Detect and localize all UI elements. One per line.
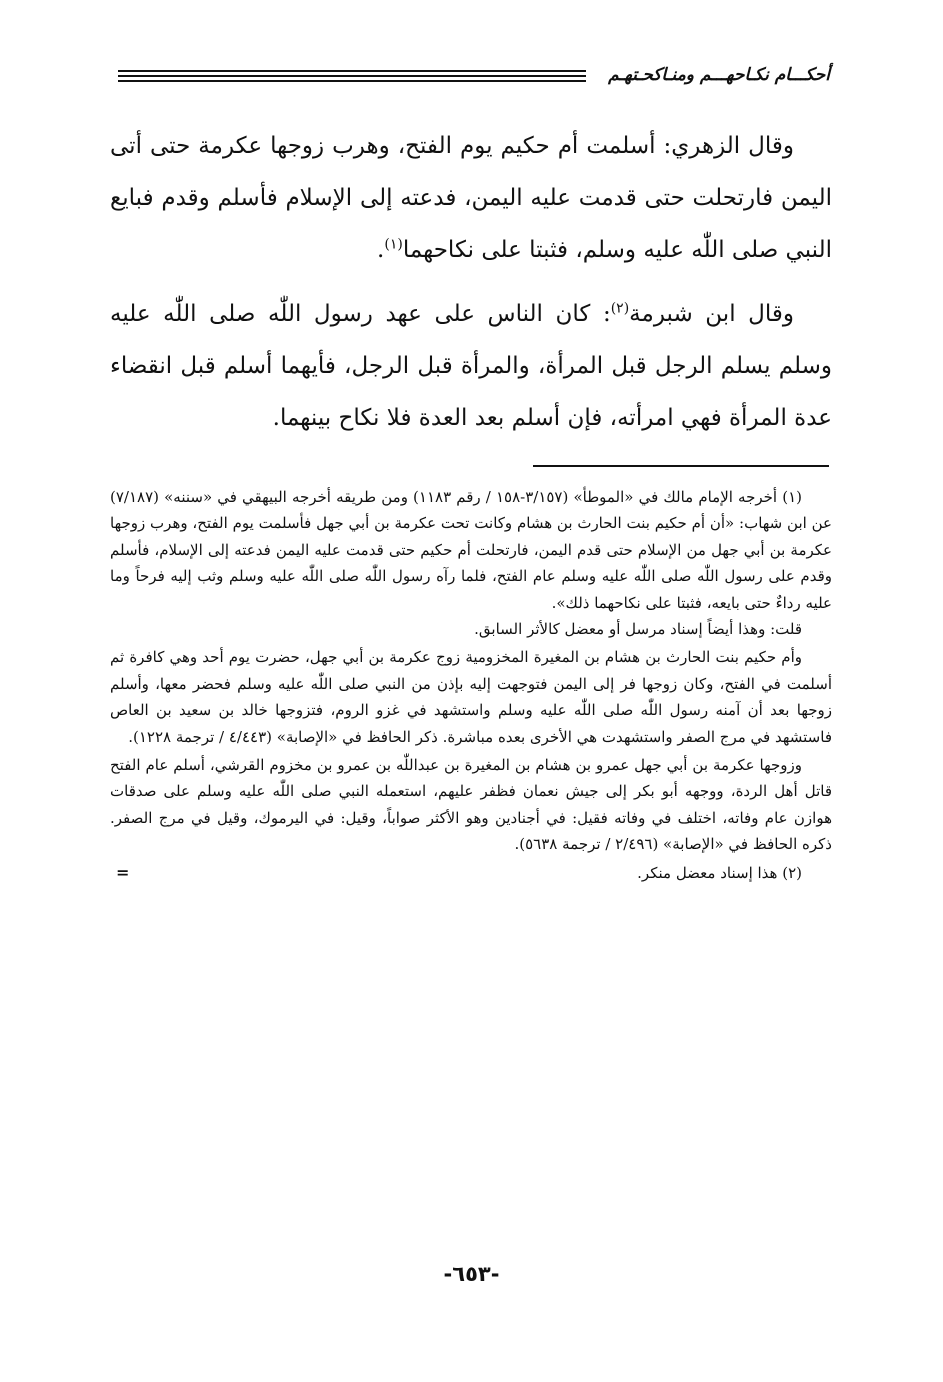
paragraph-zuhri [110, 120, 832, 276]
paragraph-zuhri-text: وقال الزهري: أسلمت أم حكيم يوم الفتح، وهرب زوجها عكرمة حتى أتى اليمن فارتحلت حتى قدمت عليه اليمن، فدعته إلى الإسلام فأسلم وقدم فبايع النبي صلى اللّٰه عليه وسلم، فثبتا على نكاحهما [110, 133, 832, 263]
paragraph-zuhri-end: . [377, 237, 385, 263]
header-rule [118, 70, 586, 72]
main-text [110, 120, 832, 456]
footnote-bio-umm-hakim: وأم حكيم بنت الحارث بن هشام بن المغيرة المخزومية زوج عكرمة بن أبي جهل، حضرت يوم أحد وهي كافرة ثم أسلمت في الفتح، وكان زوجها فر إلى اليمن فتوجهت إليه بإذن من النبي صلى اللّٰه عليه وسلم فحضر معها، وأسلم زوجها بعد أن آمنه رسول اللّٰه صلى اللّٰه عليه وسلم واستشهد في غزو الروم، فتزوجها خالد بن سعيد بن العاص فاستشهد في مرج الصفر واستشهدت هي الأخرى بعده مباشرة. ذكر الحافظ في «الإصابة» (٤/٤٤٣ / ترجمة ١٢٢٨). [110, 648, 832, 746]
running-title: أحكـــام نكـاحهـــم ومنـاكحـتهـم [600, 60, 830, 90]
paragraph-ibn-shubruma-text: : كان الناس على عهد رسول اللّٰه صلى اللّٰه عليه وسلم يسلم الرجل قبل المرأة، والمرأة قبل الرجل، فأيهما أسلم قبل انقضاء عدة المرأة فهي امرأته، فإن أسلم بعد العدة فلا نكاح بينهما. [110, 301, 832, 431]
footnote-1: (١) أخرجه الإمام مالك في «الموطأ» (٣/١٥٧-١٥٨ / رقم ١١٨٣) ومن طريقه أخرجه البيهقي في «سننه» (٧/١٨٧) عن ابن شهاب: «أن أم حكيم بنت الحارث بن هشام وكانت تحت عكرمة بن أبي جهل فأسلمت يوم الفتح، وهرب زوجها عكرمة بن أبي جهل من الإسلام حتى قدم اليمن، فارتحلت أم حكيم حتى قدمت عليه اليمن فدعته إلى الإسلام، فأسلم وقدم على رسول اللّٰه صلى اللّٰه عليه وسلم عام الفتح، فلما رآه رسول اللّٰه صلى اللّٰه عليه وسلم وثب إليه فرحاً وما عليه رداءٌ حتى بايعه، فثبتا على نكاحهما ذلك». [110, 488, 832, 612]
footnote-ref-1[interactable]: (١) [384, 236, 403, 253]
page-number: -٦٥٣- [443, 1262, 500, 1286]
header-rule [118, 75, 586, 77]
footnote-2-row [110, 860, 832, 886]
paragraph-ibn-shubruma [110, 288, 832, 444]
footnote-comment: قلت: وهذا أيضاً إسناد مرسل أو معضل كالأثر السابق. [474, 620, 802, 639]
continuation-mark: = [116, 862, 130, 882]
paragraph-ibn-shubruma-start: وقال ابن شبرمة [629, 301, 794, 327]
footnote-separator [533, 465, 829, 467]
running-header [118, 60, 830, 94]
header-rule [118, 80, 586, 82]
footnotes [110, 484, 832, 886]
footnote-ref-2[interactable]: (٢) [610, 300, 630, 317]
footnote-bio-ikrima: وزوجها عكرمة بن أبي جهل عمرو بن هشام بن المغيرة بن عبداللّٰه بن عمرو بن مخزوم القرشي، أسلم عام الفتح قاتل أهل الردة، ووجهه أبو بكر إلى جيش نعمان فظفر عليهم، استعمله النبي صلى اللّٰه عليه وسلم على صدقات هوازن عام وفاته، اختلف في وفاته فقيل: في أجنادين وهو الأكثر صواباً، وقيل: في اليرموك، وقيل في مرج الصفر. ذكره الحافظ في «الإصابة» (٢/٤٩٦ / ترجمة ٥٦٣٨). [110, 756, 832, 854]
footnote-2: (٢) هذا إسناد معضل منكر. [637, 863, 802, 882]
